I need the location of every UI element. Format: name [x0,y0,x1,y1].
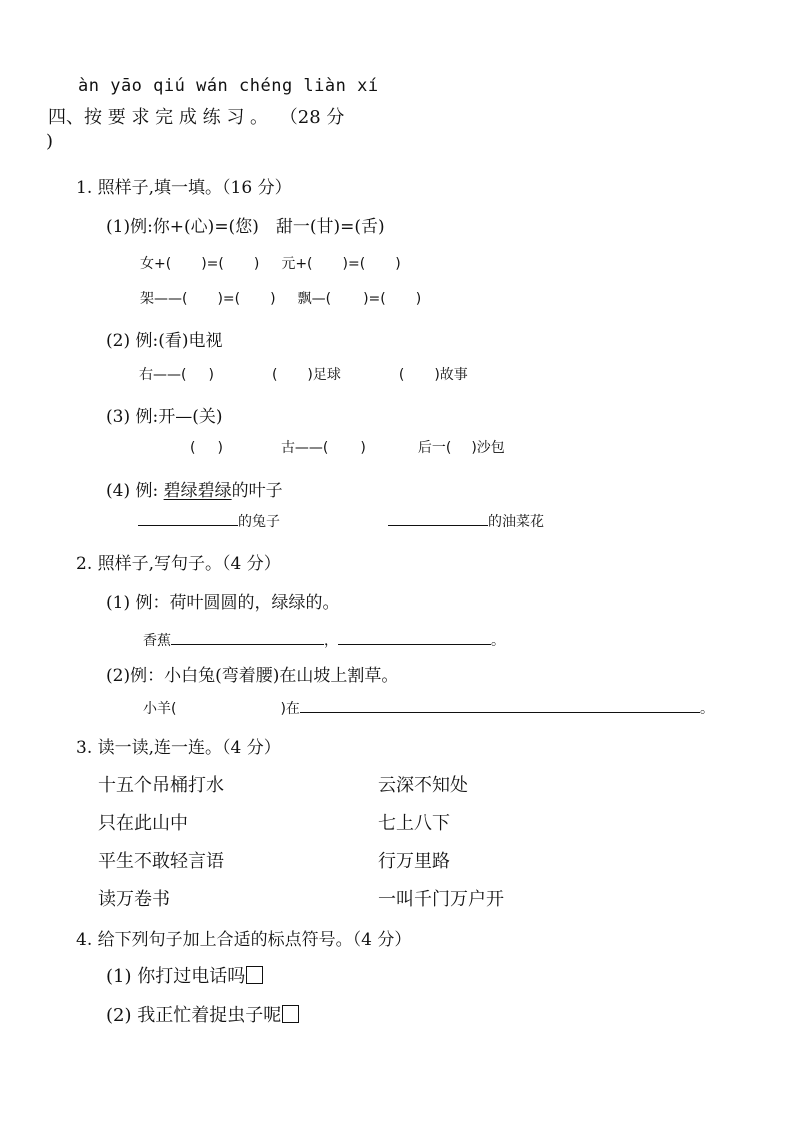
q1-p2-item1-open: 右——( [139,367,187,383]
section-title-text: 四、按 要 求 完 成 练 习 。 [48,107,269,128]
q4-item-2-answer-box[interactable] [282,1005,299,1023]
q1-p2-item1-close: ) [208,367,214,383]
q3-left-2[interactable]: 只在此山中 [98,813,188,834]
q1-p1-row2-f: ) [415,291,422,307]
q4-item-1-answer-box[interactable] [246,966,263,984]
q1-p4-example-underlined: 碧绿碧绿 [163,481,232,501]
q1-p1-row1-f: ) [395,256,401,272]
q1-p4-example [106,476,283,501]
q2-p2-middle: )在 [280,701,300,717]
q2-p2-blank[interactable] [300,698,700,713]
q1-p4-example-suffix: 的叶子 [231,481,283,501]
q1-p1-row2-a: 架——( [140,291,188,307]
q4-item-2-text: (2) 我正忙着捉虫子呢 [106,1005,282,1026]
q1-p1-row2-e: )=( [363,291,386,307]
q1-p3-item1-close: ) [217,440,223,456]
q1-p2-item2-close: )足球 [307,367,341,383]
q3-left-4[interactable]: 读万卷书 [98,889,170,910]
q1-p2-item3-open: ( [398,367,405,383]
q1-p4-blank1[interactable] [138,511,238,526]
q1-p2-item2-open: ( [271,367,278,383]
q4-item-2 [106,1001,299,1027]
q1-p2-items [139,364,468,384]
q3-right-3[interactable]: 行万里路 [378,851,450,872]
q2-p2-prefix: 小羊( [143,701,177,717]
q1-p3-item3-close: )沙包 [471,440,505,456]
q1-p1-row1-e: )=( [342,256,366,272]
section-title [48,103,344,129]
q1-p3-item2-close: ) [360,440,366,456]
q1-p3-example: (3) 例:开—(关) [106,407,223,427]
q3-left-1[interactable]: 十五个吊桶打水 [98,775,224,796]
q3-right-4[interactable]: 一叫千门万户开 [378,889,504,910]
q2-p1-example: (1) 例：荷叶圆圆的，绿绿的。 [106,593,340,613]
section-score: （28 分 [279,107,345,128]
q3-left-3[interactable]: 平生不敢轻言语 [98,851,224,872]
q3-right-1[interactable]: 云深不知处 [378,775,468,796]
q1-p3-items [190,437,505,457]
q1-p1-row2-d: 飘—( [297,291,332,307]
q1-p1-row2-c: ) [270,291,276,307]
q1-p4-blank2[interactable] [388,511,488,526]
q1-p1-row2-b: )=( [217,291,241,307]
q1-p4-item1 [138,511,280,531]
q2-p2-end: 。 [699,701,714,717]
section-pinyin: àn yāo qiú wán chéng liàn xí [78,76,379,96]
q2-p1-end: 。 [491,633,505,649]
q1-p4-item2 [388,511,544,531]
q2-p1-answer [143,630,505,650]
q2-p2-example: (2)例：小白兔(弯着腰)在山坡上割草。 [106,666,399,686]
q2-p1-prefix: 香蕉 [143,633,171,649]
q2-p1-blank1[interactable] [171,630,324,645]
q4-item-1 [106,962,263,988]
q1-p1-row1 [140,253,401,273]
q1-p4-item2-text: 的油菜花 [488,514,544,530]
q3-heading: 3. 读一读,连一连。（4 分） [76,738,281,758]
q2-heading: 2. 照样子,写句子。（4 分） [76,554,281,574]
q4-heading: 4. 给下列句子加上合适的标点符号。（4 分） [76,930,412,950]
q1-p3-item3-open: 后一( [417,440,452,456]
q1-p1-row2 [140,288,421,308]
q1-heading: 1. 照样子,填一填。（16 分） [76,178,292,198]
q1-p1-row1-c: ) [253,256,260,272]
q3-right-2[interactable]: 七上八下 [378,813,450,834]
q4-item-1-text: (1) 你打过电话吗 [106,966,246,987]
q1-p3-item2-open: 古——( [280,440,329,456]
q1-p1-row1-a: 女+( [140,256,172,272]
q2-p1-blank2[interactable] [338,630,491,645]
q1-p4-example-prefix: (4) 例: [106,481,159,501]
q1-p2-item3-close: )故事 [434,367,468,383]
q1-p2-example: (2) 例:(看)电视 [106,331,223,351]
q1-p1-row1-d: 元+( [281,256,313,272]
section-score-close: ) [46,131,54,152]
q2-p1-comma: ， [324,633,338,649]
q1-p4-item1-text: 的兔子 [238,514,280,530]
q1-p1-row1-b: )=( [201,256,224,272]
q1-p3-item1-open: ( [190,440,196,456]
q2-p2-answer [143,698,714,718]
q1-p1-example: (1)例:你+(心)=(您) 甜一(甘)=(舌) [106,217,385,237]
